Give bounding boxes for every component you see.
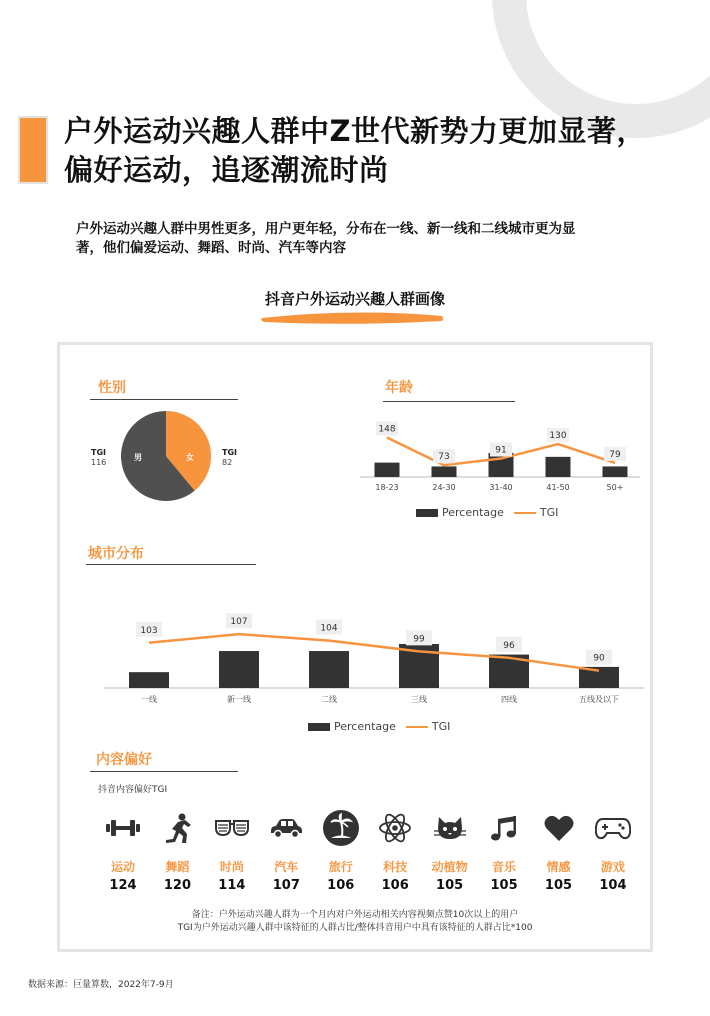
pie-label-female: 女 xyxy=(186,453,194,462)
age-chart xyxy=(360,420,640,500)
atom-icon xyxy=(375,808,415,848)
intro-line-1: 户外运动兴趣人群中男性更多，用户更年轻，分布在一线、新一线和二线城市更为显 xyxy=(76,221,576,237)
content-label: 汽车 xyxy=(274,860,299,874)
legend-bar-swatch xyxy=(416,509,438,517)
legend-tgi: TGI xyxy=(431,720,451,733)
bar xyxy=(129,672,169,688)
tgi-data-label: 79 xyxy=(609,449,621,460)
city-chart xyxy=(100,600,650,710)
dumbbell-icon xyxy=(103,808,143,848)
bar xyxy=(309,651,349,688)
legend-line-swatch xyxy=(514,512,536,514)
tgi-data-label: 107 xyxy=(230,617,248,628)
cat-icon xyxy=(430,808,470,848)
tgi-data-label: 130 xyxy=(549,431,567,442)
content-value: 105 xyxy=(490,878,518,893)
title-accent-bar xyxy=(18,116,48,184)
content-item xyxy=(261,808,311,893)
palm-island-icon xyxy=(321,808,361,848)
content-value: 104 xyxy=(599,878,627,893)
content-value: 105 xyxy=(436,878,464,893)
content-label: 动植物 xyxy=(431,860,468,874)
content-label: 音乐 xyxy=(492,860,517,874)
content-item xyxy=(425,808,475,893)
legend-tgi: TGI xyxy=(539,506,559,519)
footnote-line-2: TGI为户外运动兴趣人群中该特征的人群占比/整体抖音用户中具有该特征的人群占比*100 xyxy=(177,923,533,933)
data-source: 数据来源：巨量算数，2022年7-9月 xyxy=(28,980,174,990)
pie-label-male: 男 xyxy=(134,453,142,462)
x-tick-label: 24-30 xyxy=(432,483,456,492)
content-value: 106 xyxy=(381,878,409,893)
x-tick-label: 50+ xyxy=(606,483,624,492)
city-title: 城市分布 xyxy=(88,546,144,562)
content-item xyxy=(207,808,257,893)
gamepad-icon xyxy=(593,808,633,848)
x-tick-label: 41-50 xyxy=(546,483,570,492)
bar xyxy=(603,466,628,477)
heart-icon xyxy=(539,808,579,848)
x-tick-label: 18-23 xyxy=(375,483,399,492)
content-value: 114 xyxy=(218,878,246,893)
car-icon xyxy=(266,808,306,848)
content-caption: 抖音内容偏好TGI xyxy=(98,785,168,795)
tgi-data-label: 148 xyxy=(378,424,396,435)
content-label: 游戏 xyxy=(600,860,625,874)
x-tick-label: 新一线 xyxy=(227,695,251,704)
intro-text xyxy=(76,220,656,258)
legend-percentage: Percentage xyxy=(334,720,396,733)
tgi-data-label: 73 xyxy=(438,452,450,463)
tgi-data-label: 96 xyxy=(503,640,515,651)
tgi-data-label: 104 xyxy=(320,623,338,634)
bar xyxy=(546,457,571,477)
content-item xyxy=(316,808,366,893)
tgi-data-label: 91 xyxy=(495,445,507,456)
tgi-line xyxy=(149,634,599,671)
x-tick-label: 四线 xyxy=(501,695,517,704)
tgi-data-label: 90 xyxy=(593,653,605,664)
title-underline-swoosh xyxy=(258,310,446,324)
tgi-data-label: 99 xyxy=(413,634,425,645)
section-title: 抖音户外运动兴趣人群画像 xyxy=(264,290,445,308)
content-item xyxy=(588,808,638,893)
title-line-2: 偏好运动，追逐潮流时尚 xyxy=(64,153,389,187)
age-title-rule xyxy=(383,401,515,402)
legend-percentage: Percentage xyxy=(442,506,504,519)
legend-line-swatch xyxy=(406,726,428,728)
tgi-data-label: 103 xyxy=(140,625,158,636)
content-icons-row xyxy=(98,808,638,893)
content-label: 旅行 xyxy=(328,860,353,874)
age-legend xyxy=(416,506,558,519)
content-title-rule xyxy=(90,771,238,772)
city-legend xyxy=(308,720,450,733)
bar xyxy=(375,463,400,477)
footnote-line-1: 备注：户外运动兴趣人群为一个月内对户外运动相关内容视频点赞10次以上的用户 xyxy=(191,910,519,920)
content-label: 运动 xyxy=(110,860,135,874)
content-title: 内容偏好 xyxy=(96,752,152,768)
city-title-rule xyxy=(86,564,256,565)
x-tick-label: 五线及以下 xyxy=(579,695,619,704)
x-tick-label: 二线 xyxy=(321,695,337,704)
content-label: 情感 xyxy=(546,860,571,874)
female-tgi-label: TGI xyxy=(222,448,237,457)
content-label: 科技 xyxy=(383,860,408,874)
content-item xyxy=(370,808,420,893)
male-tgi-value: 116 xyxy=(91,458,107,467)
intro-line-2: 著，他们偏爱运动、舞蹈、时尚、汽车等内容 xyxy=(76,240,346,256)
x-tick-label: 31-40 xyxy=(489,483,513,492)
bar xyxy=(219,651,259,688)
page-title xyxy=(64,112,694,190)
sunglasses-icon xyxy=(212,808,252,848)
content-value: 105 xyxy=(544,878,573,893)
x-tick-label: 三线 xyxy=(411,695,427,704)
content-value: 106 xyxy=(327,878,355,893)
runner-icon xyxy=(157,808,197,848)
content-item xyxy=(98,808,148,893)
bar xyxy=(432,466,457,477)
male-tgi-label: TGI xyxy=(91,448,106,457)
content-label: 舞蹈 xyxy=(165,860,190,874)
x-tick-label: 一线 xyxy=(141,695,157,704)
content-item xyxy=(534,808,584,893)
content-item xyxy=(152,808,202,893)
gender-title-rule xyxy=(90,399,238,400)
content-value: 124 xyxy=(109,878,137,893)
legend-bar-swatch xyxy=(308,723,330,731)
content-item xyxy=(479,808,529,893)
title-line-1: 户外运动兴趣人群中Z世代新势力更加显著， xyxy=(64,114,647,148)
content-value: 107 xyxy=(272,878,300,893)
gender-title: 性别 xyxy=(98,380,126,396)
content-label: 时尚 xyxy=(219,860,244,874)
gender-pie-chart xyxy=(100,408,240,508)
content-value: 120 xyxy=(163,878,191,893)
female-tgi-value: 82 xyxy=(222,458,233,467)
age-title: 年龄 xyxy=(385,380,413,396)
music-note-icon xyxy=(484,808,524,848)
